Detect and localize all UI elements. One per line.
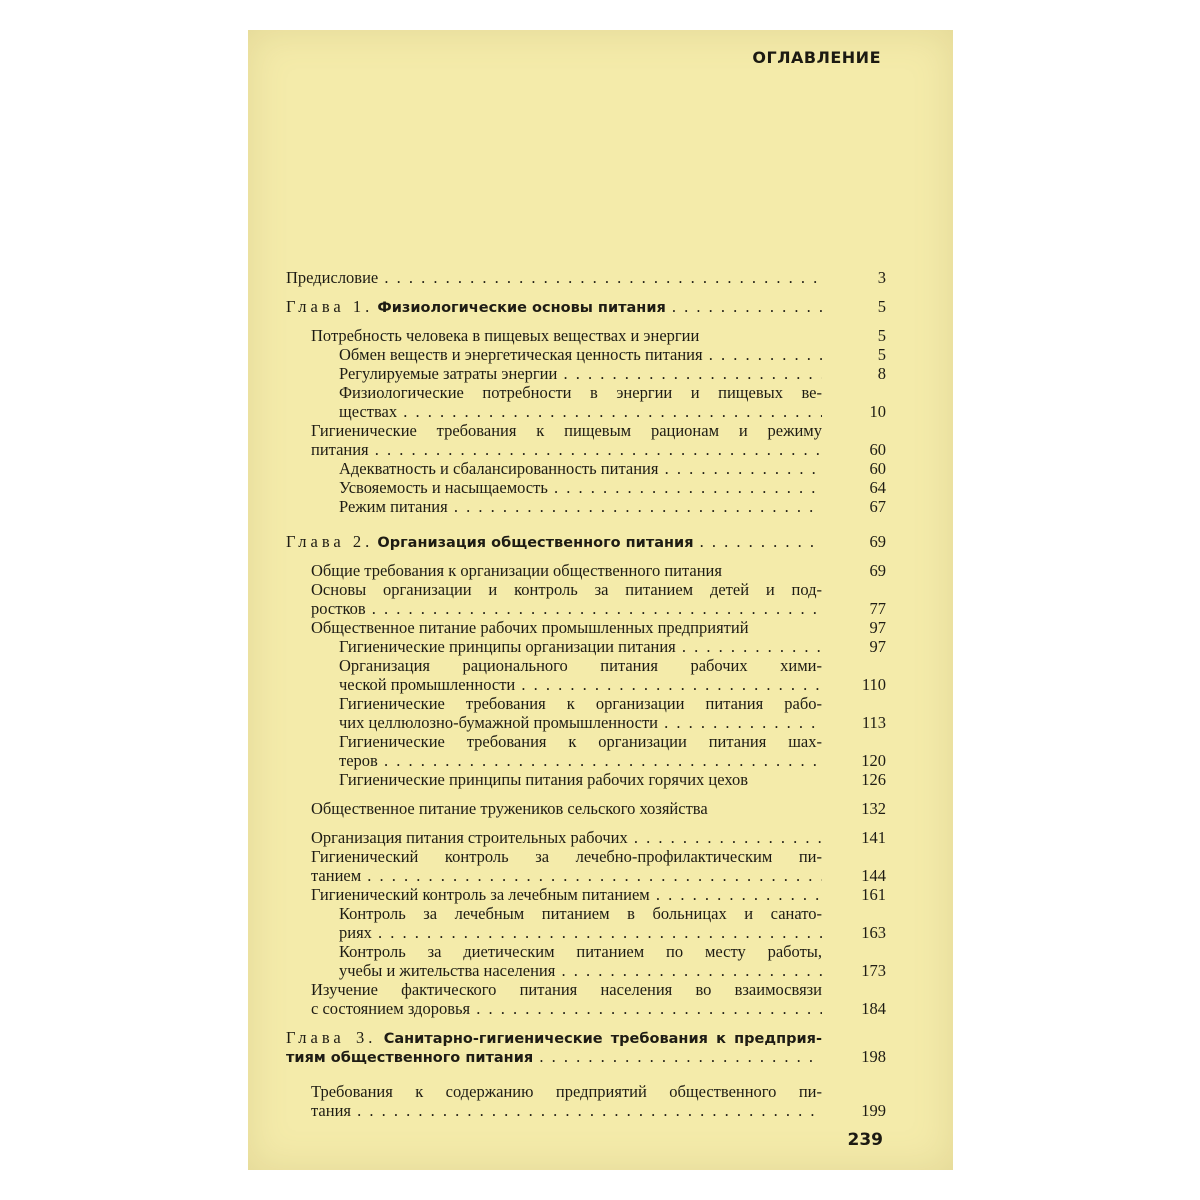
toc-entry-page: 113 [861,713,886,732]
toc-entry [286,383,886,402]
toc-entry [286,478,886,497]
toc-chapter-continued [286,1047,886,1066]
toc-entry [286,440,886,459]
toc-entry-page: 69 [869,532,886,551]
toc-entry-label: Контроль за лечебным питанием в больницах и санато- [339,904,822,923]
toc-entry [286,599,886,618]
toc-entry-label: Гигиенические принципы питания рабочих горячих цехов [339,770,749,789]
toc-entry-page: 10 [869,402,886,421]
toc-entry-label: с состоянием здоровья . . . [311,999,822,1018]
toc-entry-page: 120 [861,751,886,770]
toc-entry [286,421,886,440]
toc-entry [286,459,886,478]
toc-entry [286,618,886,637]
toc-entry-label: ростков . . . [311,599,822,618]
toc-entry-label: Требования к содержанию предприятий общественного пи- [311,1082,822,1101]
toc-entry-label: Общественное питание тружеников сельского хозяйства [311,799,708,818]
toc-entry [286,326,886,345]
toc-entry-page: 5 [877,297,886,316]
toc-entry [286,675,886,694]
toc-heading: ОГЛАВЛЕНИЕ [752,48,881,67]
toc-chapter [286,297,886,316]
toc-entry-label: Усвояемость и насыщаемость . . . [339,478,822,497]
toc-entry-page: 5 [877,326,886,345]
toc-entry [286,828,886,847]
toc-entry [286,1101,886,1120]
toc-entry-label: Режим питания . . . [339,497,822,516]
toc-entry-label: Адекватность и сбалансированность питания . . . [339,459,822,478]
toc-entry-page: 77 [869,599,886,618]
toc-entry [286,1082,886,1101]
toc-entry-label: теров . . . [339,751,822,770]
toc-entry [286,942,886,961]
toc-entry [286,561,886,580]
chapter-title: тиям общественного питания [286,1050,534,1066]
toc-entry-label: Организация питания строительных рабочих . . . [311,828,822,847]
toc-entry-label: Гигиенические требования к организации питания шах- [339,732,822,751]
toc-entry-page: 97 [869,618,886,637]
toc-entry-page: 163 [861,923,886,942]
toc-entry-label: учебы и жительства населения . . . [339,961,822,980]
toc-entry-label: Обмен веществ и энергетическая ценность питания . . . [339,345,822,364]
toc-entry [286,402,886,421]
toc-entry [286,980,886,999]
toc-entry-label: танием . . . [311,866,822,885]
chapter-title: Физиологические основы питания [377,300,666,316]
toc-entry-page: 110 [861,675,886,694]
toc-entry-label: ществах . . . [339,402,822,421]
toc-entry-page: 198 [861,1047,886,1066]
toc-entry-page: 67 [869,497,886,516]
toc-entry [286,694,886,713]
toc-entry-label: Изучение фактического питания населения во взаимосвязи [311,980,822,999]
toc-entry-label: тания . . . [311,1101,822,1120]
toc-entry-label: Физиологические потребности в энергии и пищевых ве- [339,383,822,402]
toc-entry-label: Общие требования к организации общественного питания [311,561,722,580]
toc-entry-label: риях . . . [339,923,822,942]
toc-entry [286,345,886,364]
toc-entry [286,999,886,1018]
toc-entry-page: 144 [861,866,886,885]
toc-entry [286,904,886,923]
chapter-number: Глава 3. [286,1028,377,1047]
toc-entry-label: Контроль за диетическим питанием по месту работы, [339,942,822,961]
toc-entry-label: Регулируемые затраты энергии . . . [339,364,822,383]
toc-entry [286,847,886,866]
toc-entry [286,799,886,818]
toc-entry-page: 126 [861,770,886,789]
toc-entry-label: Гигиенические требования к пищевым рационам и режиму [311,421,822,440]
toc-entry-page: 69 [869,561,886,580]
chapter-title: Организация общественного питания [377,535,694,551]
toc-entry-page: 8 [877,364,886,383]
toc-entry [286,732,886,751]
toc-entry [286,770,886,789]
toc-entry-page: 64 [869,478,886,497]
toc-chapter [286,532,886,551]
toc-chapter [286,1028,886,1047]
toc-entry-page: 5 [877,345,886,364]
toc-entry-page: 184 [861,999,886,1018]
chapter-number: Глава 1. [286,297,374,316]
toc-entry [286,580,886,599]
toc-entry-label: ческой промышленности . . . [339,675,822,694]
toc-entry-label: Гигиенические принципы организации питания . . . [339,637,822,656]
book-page [248,30,953,1170]
toc-entry [286,961,886,980]
toc-entry-label: Основы организации и контроль за питанием детей и под- [311,580,822,599]
toc-entry-page: 60 [869,459,886,478]
toc-entry [286,364,886,383]
toc-entry-label: Гигиенические требования к организации питания рабо- [339,694,822,713]
toc-entry-page: 173 [861,961,886,980]
toc-entry [286,885,886,904]
chapter-number: Глава 2. [286,532,374,551]
toc-entry-page: 97 [869,637,886,656]
toc-entry-page: 161 [861,885,886,904]
toc-entry-page: 199 [861,1101,886,1120]
toc-entry-page: 60 [869,440,886,459]
toc-entry-label: Общественное питание рабочих промышленных предприятий [311,618,749,637]
toc-entry-label: Гигиенический контроль за лечебным питанием . . . [311,885,822,904]
toc-entry [286,866,886,885]
toc-entry [286,751,886,770]
toc-entry-label: Предисловие . . . [286,268,822,287]
toc-entry-label: Потребность человека в пищевых веществах и энергии [311,326,700,345]
toc-entry-label: чих целлюлозно-бумажной промышленности . . . [339,713,822,732]
table-of-contents [286,268,886,1120]
toc-entry [286,497,886,516]
toc-entry [286,923,886,942]
toc-entry-label: Организация рационального питания рабочих хими- [339,656,822,675]
toc-entry-page: 3 [877,268,886,287]
toc-entry [286,656,886,675]
chapter-title: Санитарно-гигиенические требования к предприя- [383,1031,822,1047]
toc-entry [286,637,886,656]
toc-entry [286,713,886,732]
toc-entry-page: 141 [861,828,886,847]
toc-entry-label: питания . . . [311,440,822,459]
toc-entry-page: 132 [861,799,886,818]
page-number: 239 [847,1130,883,1150]
toc-entry-label: Гигиенический контроль за лечебно-профилактическим пи- [311,847,822,866]
toc-entry [286,268,886,287]
